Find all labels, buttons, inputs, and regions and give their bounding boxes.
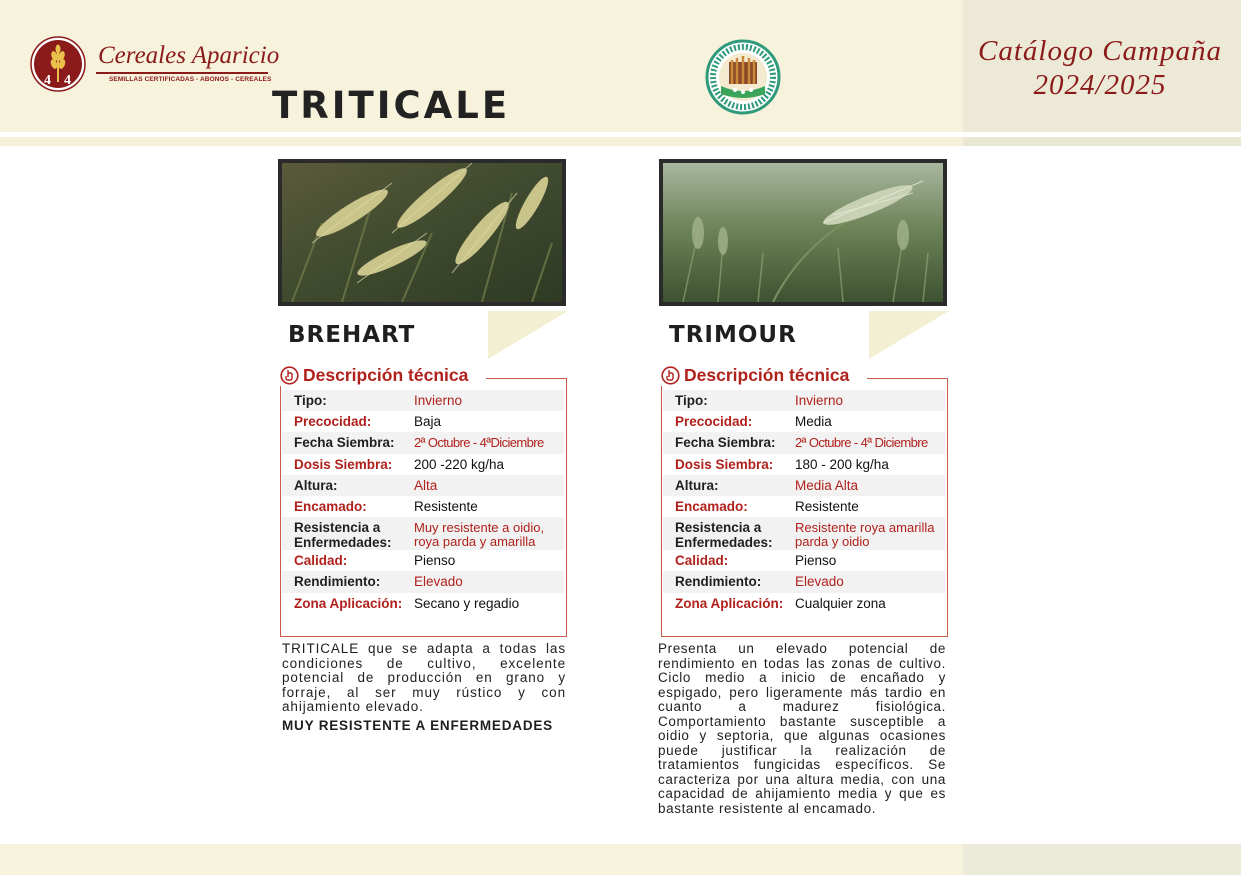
brand-tagline: SEMILLAS CERTIFICADAS - ABONOS - CEREALES [109, 76, 272, 83]
footer-band-right [963, 844, 1241, 875]
spec-row-resistencia [663, 517, 945, 550]
spec-row-altura [282, 475, 564, 496]
hand-pointer-icon [661, 366, 680, 385]
name-tab-corner [488, 311, 568, 359]
wheat-photo-illustration [663, 163, 943, 302]
hand-pointer-icon [280, 366, 299, 385]
spec-row-tipo [663, 390, 945, 411]
spec-row-calidad [663, 550, 945, 571]
variety-description: Presenta un elevado potencial de rendimiento en todas las zonas de cultivo. Ciclo medio a inicio de encañado y espigado, pero ligeramente más tardio en cuanto a madurez fisiológica. Comportamiento bastante susceptible a oidio y septoria, que algunas ocasiones puede justificar la realización de tratamientos fungicidas específicos. Se caracteriza por una altura media, con una capacidad de ahijamiento media y que es bastante resistente al encamado. [658, 641, 946, 816]
spec-label: Fecha Siembra: [294, 435, 395, 451]
spec-value: Invierno [414, 393, 463, 408]
spec-label [675, 520, 773, 550]
spec-value: 200 -220 kg/ha [414, 456, 505, 472]
brand-rule [96, 72, 268, 74]
catalog-title-line1: Catálogo Campaña [978, 35, 1222, 67]
spec-title: Descripción técnica [303, 365, 469, 385]
spec-row-fecha-siembra [663, 432, 945, 453]
spec-row-encamado [282, 496, 564, 517]
spec-table [282, 390, 564, 614]
spec-label: Fecha Siembra: [675, 435, 776, 451]
spec-label-line1: Resistencia a [294, 520, 381, 536]
spec-value: Elevado [414, 574, 463, 590]
wheat-photo-illustration [282, 163, 562, 302]
spec-label-line2: Enfermedades: [294, 535, 392, 551]
spec-title: Descripción técnica [684, 365, 850, 385]
spec-label: Rendimiento: [675, 574, 762, 590]
spec-value: Media [795, 414, 832, 430]
spec-label-line2: Enfermedades: [675, 535, 773, 551]
spec-value: Resistente [795, 498, 859, 514]
spec-label: Encamado: [294, 498, 367, 514]
spec-header [280, 365, 472, 386]
spec-row-rendimiento [282, 571, 564, 592]
brand-logo [30, 36, 280, 96]
spec-row-precocidad [282, 411, 564, 432]
spec-label: Tipo: [675, 393, 708, 408]
spec-label: Tipo: [294, 393, 327, 408]
variety-emphasis: MUY RESISTENTE A ENFERMEDADES [282, 718, 553, 733]
spec-label-line1: Resistencia a [675, 520, 762, 536]
spec-header [661, 365, 853, 386]
spec-table [663, 390, 945, 614]
spec-row-altura [663, 475, 945, 496]
variety-photo [278, 159, 566, 306]
spec-row-dosis-siembra [663, 454, 945, 475]
spec-label: Calidad: [675, 553, 729, 569]
spec-value: Media Alta [795, 477, 859, 493]
variety-name: TRIMOUR [669, 322, 797, 348]
spec-value: 180 - 200 kg/ha [795, 456, 889, 472]
spec-row-tipo [282, 390, 564, 411]
spec-row-precocidad [663, 411, 945, 432]
spec-value: Secano y regadio [414, 595, 520, 611]
spec-label: Precocidad: [675, 414, 753, 430]
footer-band [0, 844, 1241, 875]
spec-row-resistencia [282, 517, 564, 550]
spec-value: Pienso [414, 553, 456, 569]
spec-row-dosis-siembra [282, 454, 564, 475]
catalog-title [968, 34, 1232, 102]
spec-value: Pienso [795, 553, 837, 569]
spec-label: Altura: [675, 477, 719, 493]
spec-label [294, 520, 392, 550]
spec-label: Calidad: [294, 553, 348, 569]
spec-row-calidad [282, 550, 564, 571]
spec-label: Altura: [294, 477, 338, 493]
variety-photo [659, 159, 947, 306]
spec-label: Zona Aplicación: [675, 595, 784, 611]
spec-label: Dosis Siembra: [675, 456, 774, 472]
spec-value: 2ª Octubre - 4ª Diciembre [795, 435, 928, 451]
header-divider-right [963, 137, 1241, 146]
spec-row-encamado [663, 496, 945, 517]
spec-label: Zona Aplicación: [294, 595, 403, 611]
spec-value: Muy resistente a oidio, roya parda y amarilla [414, 520, 545, 550]
svg-text:4: 4 [64, 73, 71, 88]
spec-label: Encamado: [675, 498, 748, 514]
spec-row-fecha-siembra [282, 432, 564, 453]
spec-row-zona [282, 593, 564, 614]
spec-value: Elevado [795, 574, 844, 590]
spec-value: Alta [414, 477, 438, 493]
variety-name: BREHART [288, 322, 416, 348]
wheat-badge-icon [30, 36, 86, 92]
spec-value: Cualquier zona [795, 595, 886, 611]
spec-row-rendimiento [663, 571, 945, 592]
spec-value: Resistente roya amarilla parda y oidio [795, 520, 935, 550]
spec-label: Rendimiento: [294, 574, 381, 590]
page-title: TRITICALE [272, 84, 511, 127]
catalog-title-line2: 2024/2025 [1033, 69, 1167, 101]
spec-value: Resistente [414, 498, 478, 514]
variety-description: TRITICALE que se adapta a todas las condiciones de cultivo, excelente potencial de producción en grano y forraje, al ser muy rústico y con ahijamiento elevado. [282, 641, 566, 714]
header-divider [0, 137, 1241, 146]
spec-label: Dosis Siembra: [294, 456, 393, 472]
spec-value: Invierno [795, 393, 844, 408]
spec-label: Precocidad: [294, 414, 372, 430]
certification-seal-icon [704, 38, 782, 116]
name-tab-corner [869, 311, 949, 359]
svg-text:4: 4 [44, 73, 51, 88]
brand-name: Cereales Aparicio [98, 42, 280, 69]
spec-value: Baja [414, 414, 442, 430]
spec-row-zona [663, 593, 945, 614]
spec-value: 2ª Octubre - 4ªDiciembre [414, 435, 544, 451]
